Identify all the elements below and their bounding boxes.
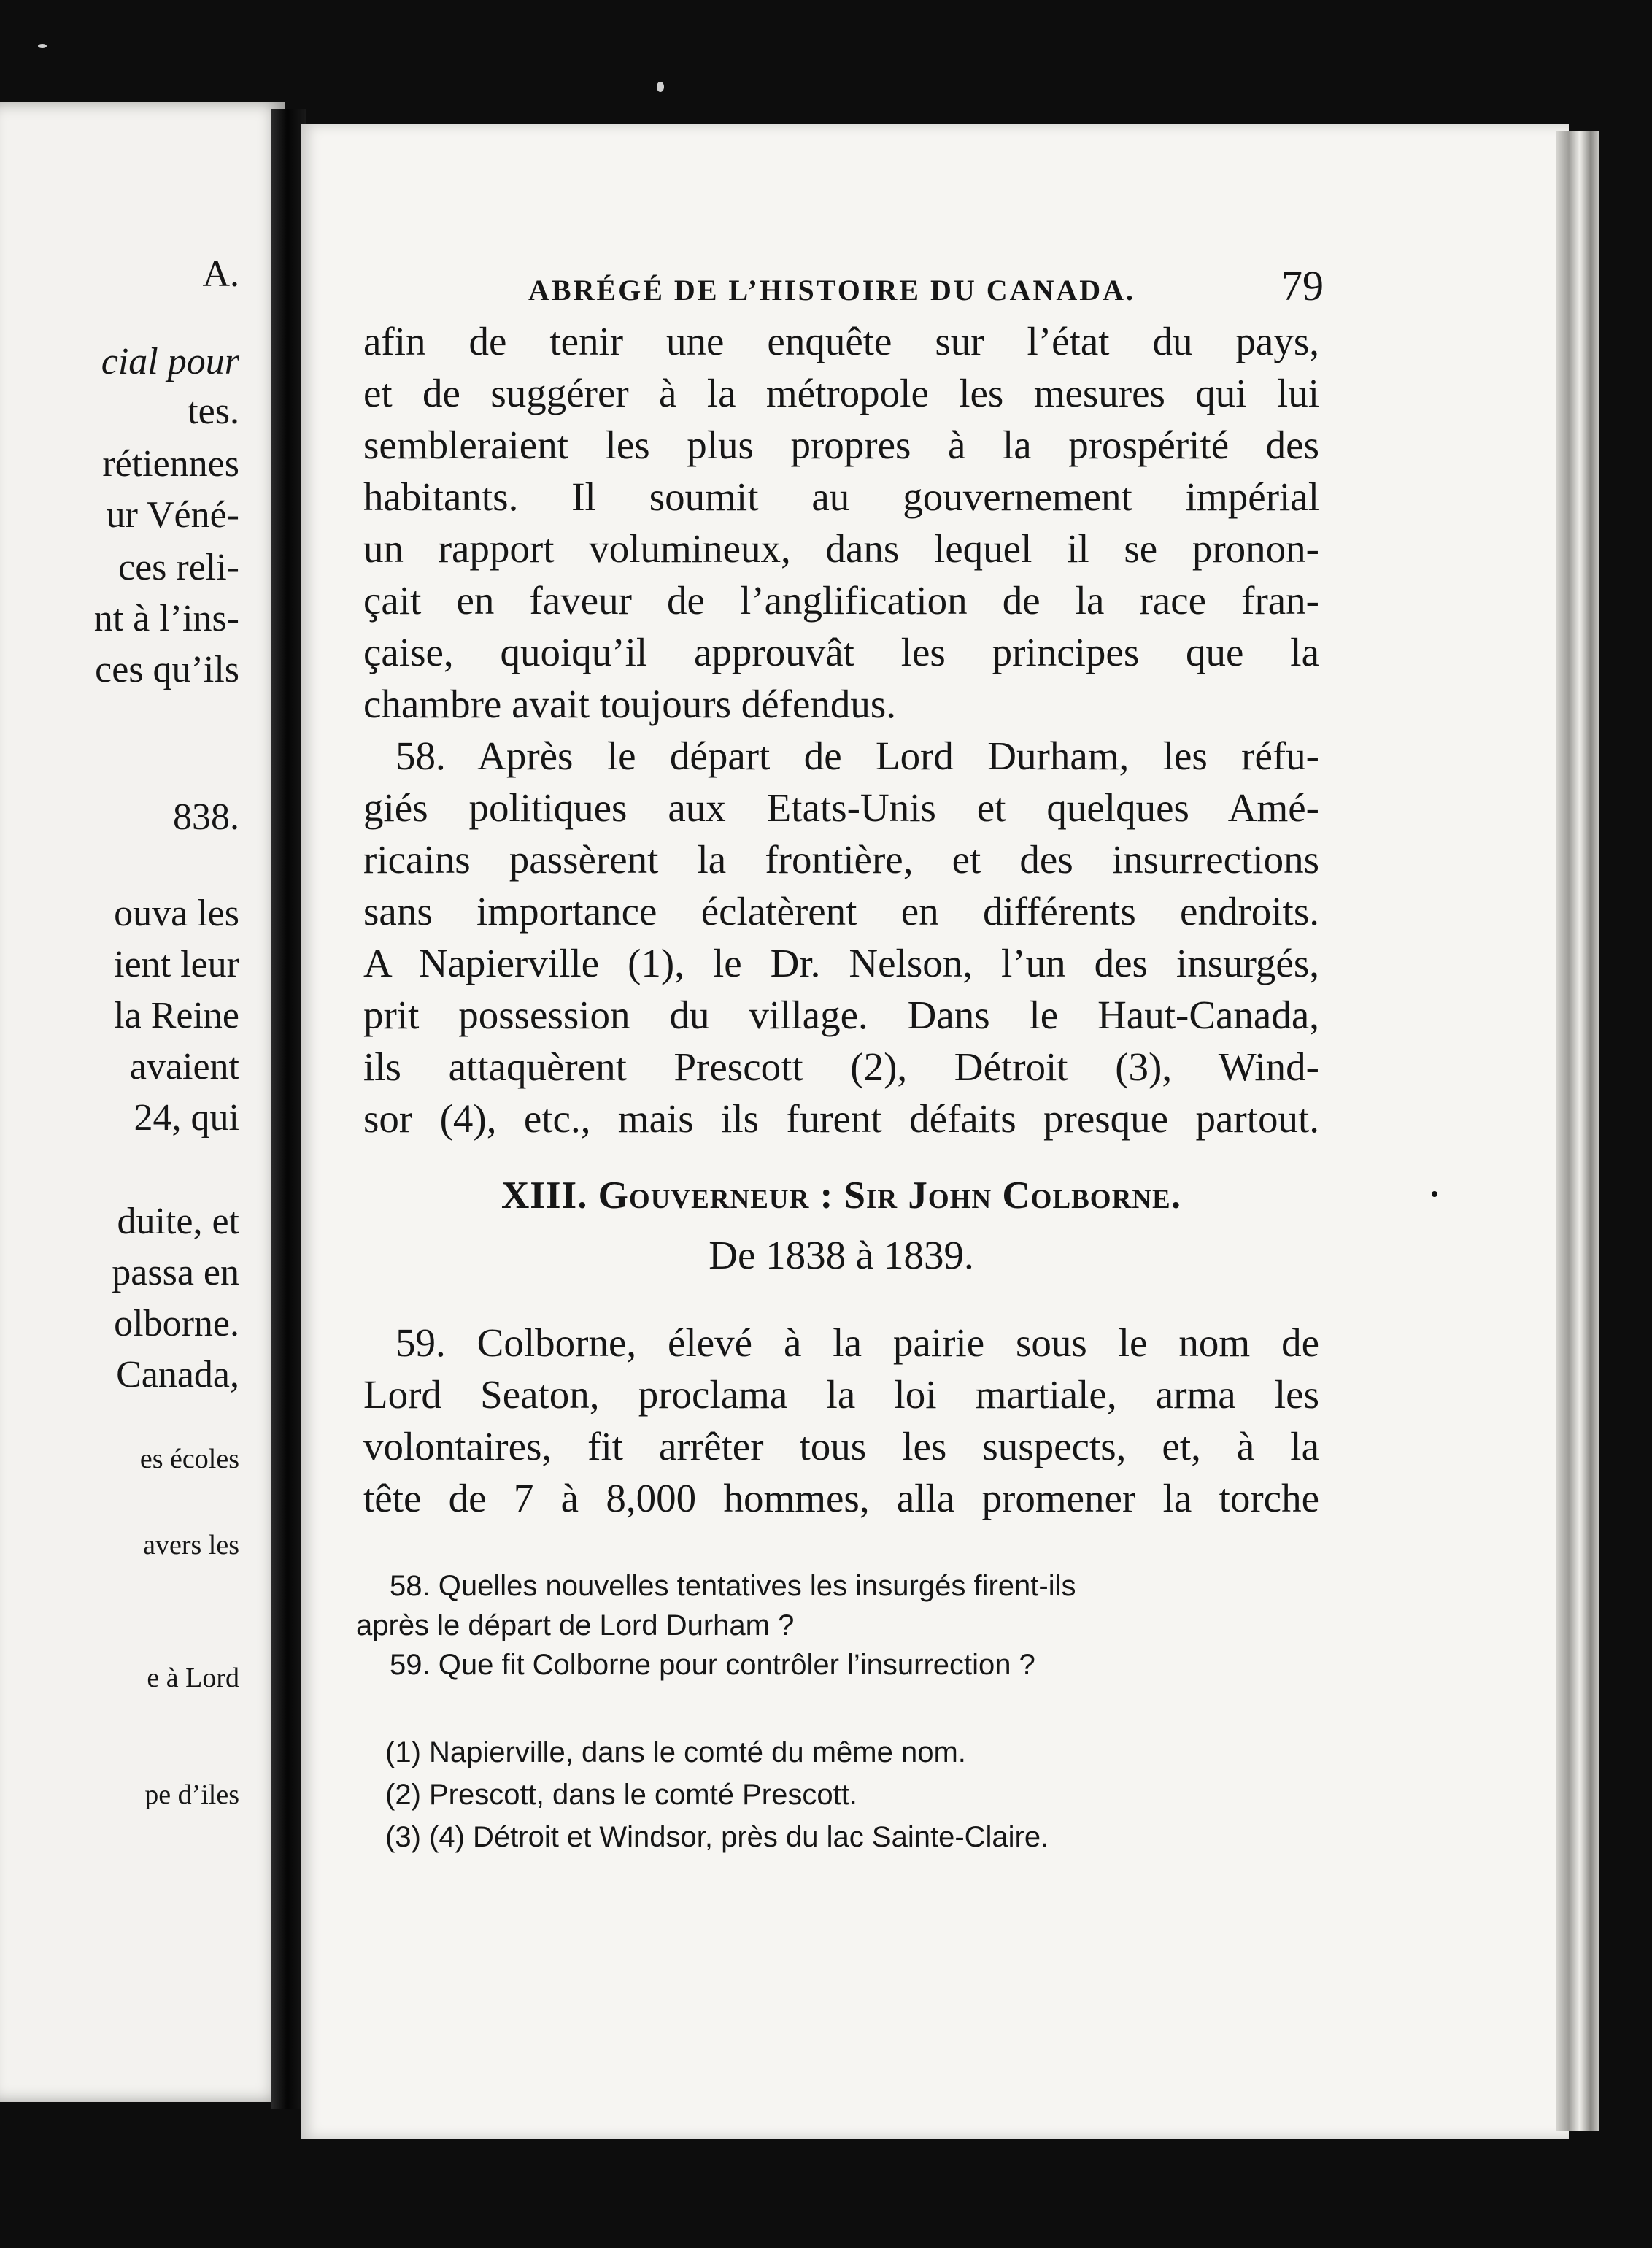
left-fragment: tes. [188, 390, 239, 432]
page-edge [1556, 131, 1599, 2131]
left-fragment: ces qu’ils [95, 649, 239, 690]
text-line: prit possession du village. Dans le Haut-Canada, [363, 993, 1319, 1037]
left-fragment: ces reli- [117, 547, 239, 588]
question-line: après le départ de Lord Durham ? [356, 1609, 795, 1641]
left-fragment: ient leur [114, 944, 239, 985]
text-line: ricains passèrent la frontière, et des insurrections [363, 837, 1319, 882]
text-line: sor (4), etc., mais ils furent défaits presque partout. [363, 1096, 1319, 1141]
left-fragment: la Reine [114, 995, 239, 1036]
left-fragment: ouva les [114, 893, 239, 934]
text-line: A Napierville (1), le Dr. Nelson, l’un des insurgés, [363, 941, 1319, 985]
left-fragment: olborne. [114, 1303, 239, 1344]
left-fragment: avers les [143, 1530, 239, 1560]
text-line: 59. Colborne, élevé à la pairie sous le nom de [395, 1320, 1319, 1365]
text-line: ils attaquèrent Prescott (2), Détroit (3), Wind- [363, 1044, 1319, 1089]
footnote: (3) (4) Détroit et Windsor, près du lac Sainte-Claire. [385, 1821, 1049, 1853]
footnote: (1) Napierville, dans le comté du même nom. [385, 1736, 966, 1768]
question-line: 58. Quelles nouvelles tentatives les insurgés firent-ils [390, 1570, 1076, 1602]
text-line: chambre avait toujours défendus. [363, 682, 897, 726]
left-fragment: es écoles [139, 1444, 239, 1474]
left-fragment: avaient [129, 1046, 239, 1088]
left-fragment: cial pour [101, 341, 239, 382]
left-fragment: duite, et [117, 1201, 239, 1242]
text-line: et de suggérer à la métropole les mesures qui lui [363, 371, 1319, 415]
scan-speck [38, 44, 47, 48]
left-facing-page [0, 102, 285, 2102]
text-line: afin de tenir une enquête sur l’état du pays, [363, 319, 1319, 363]
left-fragment: nt à l’ins- [93, 598, 239, 639]
text-line: çait en faveur de l’anglification de la race fran- [363, 578, 1319, 623]
text-line: çaise, quoiqu’il approuvât les principes que la [363, 630, 1319, 674]
text-line: giés politiques aux Etats-Unis et quelques Amé- [363, 785, 1319, 830]
left-fragment: 24, qui [134, 1097, 239, 1139]
left-fragment: e à Lord [147, 1663, 239, 1693]
text-line: Lord Seaton, proclama la loi martiale, arma les [363, 1372, 1319, 1417]
text-line: sans importance éclatèrent en différents endroits. [363, 889, 1319, 934]
page-number: 79 [1281, 262, 1324, 309]
question-line: 59. Que fit Colborne pour contrôler l’insurrection ? [390, 1649, 1035, 1681]
left-fragment: ur Véné- [106, 494, 239, 536]
running-head [528, 261, 1324, 310]
scan-speck [657, 82, 664, 92]
left-fragment: pe d’iles [144, 1779, 239, 1810]
main-text [363, 315, 1319, 1144]
text-line: habitants. Il soumit au gouvernement impérial [363, 474, 1319, 519]
text-line: volontaires, fit arrêter tous les suspects, et, à la [363, 1424, 1319, 1468]
left-fragment: A. [202, 253, 239, 295]
footnote: (2) Prescott, dans le comté Prescott. [385, 1779, 857, 1811]
footnotes [385, 1731, 1261, 1858]
text-line: 58. Après le départ de Lord Durham, les réfu- [395, 734, 1319, 778]
section-dates: De 1838 à 1839. [709, 1233, 974, 1277]
main-text-59 [363, 1317, 1319, 1524]
left-fragment: rétiennes [102, 443, 239, 485]
left-fragment: Canada, [116, 1354, 239, 1396]
section-heading: XIII. Gouverneur : Sir John Colborne. [501, 1174, 1181, 1217]
text-line: un rapport volumineux, dans lequel il se pronon- [363, 526, 1319, 571]
review-questions [356, 1566, 1261, 1685]
text-line: sembleraient les plus propres à la prospérité des [363, 423, 1319, 467]
text-line: tête de 7 à 8,000 hommes, alla promener la torche [363, 1476, 1319, 1520]
left-fragment: passa en [112, 1252, 239, 1293]
scan-speck [1432, 1191, 1437, 1197]
running-head-title: ABRÉGÉ DE L’HISTOIRE DU CANADA. [528, 274, 1136, 307]
left-fragment: 838. [173, 796, 239, 838]
